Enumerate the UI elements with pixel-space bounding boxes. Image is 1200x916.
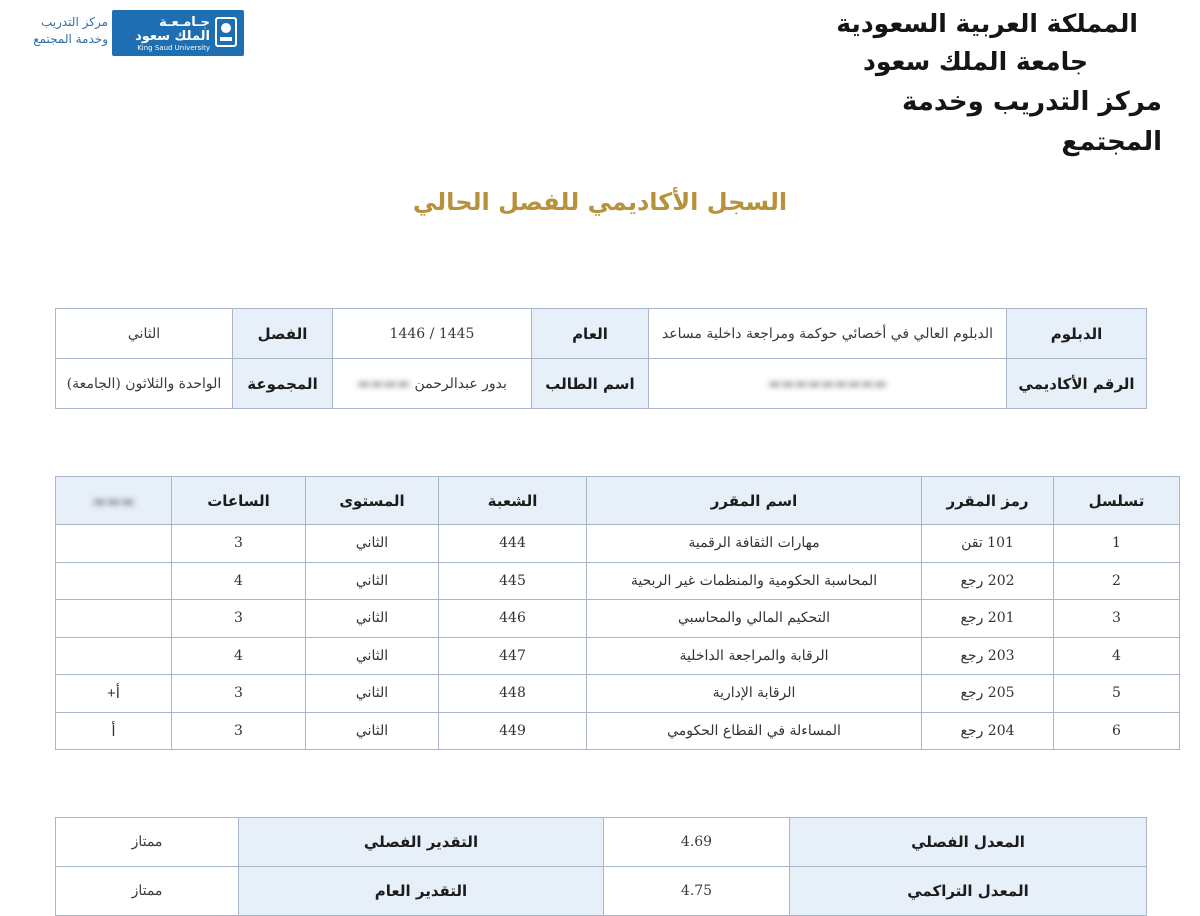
academic-id-label: الرقم الأكاديمي bbox=[1007, 359, 1147, 409]
courses-table bbox=[55, 476, 1180, 750]
student-info-table bbox=[55, 308, 1147, 409]
course-row bbox=[56, 525, 1180, 563]
redacted-name: ▬▬▬▬ bbox=[357, 375, 411, 392]
course-name: الرقابة والمراجعة الداخلية bbox=[587, 637, 922, 675]
course-seq: 6 bbox=[1054, 712, 1180, 750]
semester-grade-value: ممتاز bbox=[56, 818, 239, 867]
col-code-header: رمز المقرر bbox=[922, 477, 1054, 525]
academic-id-value bbox=[649, 359, 1007, 409]
course-seq: 4 bbox=[1054, 637, 1180, 675]
col-name-header: اسم المقرر bbox=[587, 477, 922, 525]
diploma-label: الدبلوم bbox=[1007, 309, 1147, 359]
course-code: 201 رجع bbox=[922, 600, 1054, 638]
course-hours: 3 bbox=[172, 525, 306, 563]
cumulative-gpa-label: المعدل التراكمي bbox=[790, 867, 1147, 916]
gpa-summary-table bbox=[55, 817, 1147, 916]
semester-grade-label: التقدير الفصلي bbox=[239, 818, 604, 867]
course-hours: 3 bbox=[172, 712, 306, 750]
col-level-header: المستوى bbox=[306, 477, 439, 525]
course-section: 445 bbox=[439, 562, 587, 600]
course-hours: 4 bbox=[172, 637, 306, 675]
course-name: مهارات الثقافة الرقمية bbox=[587, 525, 922, 563]
student-name-label: اسم الطالب bbox=[532, 359, 649, 409]
redacted-header: ▬▬▬ bbox=[92, 491, 135, 510]
course-grade bbox=[56, 600, 172, 638]
university-logo bbox=[112, 10, 244, 56]
course-row bbox=[56, 675, 1180, 713]
course-level: الثاني bbox=[306, 525, 439, 563]
course-code: 205 رجع bbox=[922, 675, 1054, 713]
course-section: 444 bbox=[439, 525, 587, 563]
course-seq: 2 bbox=[1054, 562, 1180, 600]
center-logo-line2: وخدمة المجتمع bbox=[33, 32, 108, 46]
course-level: الثاني bbox=[306, 637, 439, 675]
year-label: العام bbox=[532, 309, 649, 359]
year-value: 1445 / 1446 bbox=[333, 309, 532, 359]
group-label: المجموعة bbox=[233, 359, 333, 409]
course-seq: 3 bbox=[1054, 600, 1180, 638]
course-section: 446 bbox=[439, 600, 587, 638]
course-level: الثاني bbox=[306, 600, 439, 638]
course-seq: 5 bbox=[1054, 675, 1180, 713]
course-code: 204 رجع bbox=[922, 712, 1054, 750]
course-row bbox=[56, 600, 1180, 638]
course-code: 203 رجع bbox=[922, 637, 1054, 675]
semester-gpa-value: 4.69 bbox=[604, 818, 790, 867]
diploma-value: الدبلوم العالي في أخصائي حوكمة ومراجعة داخلية مساعد bbox=[649, 309, 1007, 359]
col-hours-header: الساعات bbox=[172, 477, 306, 525]
course-code: 101 تقن bbox=[922, 525, 1054, 563]
col-seq-header: تسلسل bbox=[1054, 477, 1180, 525]
course-row bbox=[56, 712, 1180, 750]
course-row bbox=[56, 637, 1180, 675]
course-grade: أ+ bbox=[56, 675, 172, 713]
overall-grade-label: التقدير العام bbox=[239, 867, 604, 916]
summary-row bbox=[56, 867, 1147, 916]
course-level: الثاني bbox=[306, 712, 439, 750]
course-level: الثاني bbox=[306, 562, 439, 600]
semester-gpa-label: المعدل الفصلي bbox=[790, 818, 1147, 867]
group-value: الواحدة والثلاثون (الجامعة) bbox=[56, 359, 233, 409]
course-grade bbox=[56, 562, 172, 600]
cumulative-gpa-value: 4.75 bbox=[604, 867, 790, 916]
logo-arabic-line1: جـامـعـة bbox=[159, 15, 210, 30]
info-row bbox=[56, 309, 1147, 359]
course-section: 447 bbox=[439, 637, 587, 675]
logo-arabic-line2: الملك سعود bbox=[135, 29, 210, 44]
course-name: الرقابة الإدارية bbox=[587, 675, 922, 713]
course-grade: أ bbox=[56, 712, 172, 750]
university-name: جامعة الملك سعود bbox=[863, 47, 1088, 76]
col-grade-header bbox=[56, 477, 172, 525]
summary-row bbox=[56, 818, 1147, 867]
center-logo-line1: مركز التدريب bbox=[40, 15, 108, 29]
semester-value: الثاني bbox=[56, 309, 233, 359]
country-name: المملكة العربية السعودية bbox=[836, 9, 1138, 38]
institution-header bbox=[802, 6, 1162, 162]
course-level: الثاني bbox=[306, 675, 439, 713]
center-name: مركز التدريب وخدمة المجتمع bbox=[901, 87, 1162, 157]
course-name: التحكيم المالي والمحاسبي bbox=[587, 600, 922, 638]
info-row bbox=[56, 359, 1147, 409]
student-name-value bbox=[333, 359, 532, 409]
course-hours: 3 bbox=[172, 600, 306, 638]
course-seq: 1 bbox=[1054, 525, 1180, 563]
student-name-text: بدور عبدالرحمن bbox=[414, 375, 507, 392]
course-name: المساءلة في القطاع الحكومي bbox=[587, 712, 922, 750]
emblem-icon bbox=[215, 17, 237, 47]
center-logo-text bbox=[18, 14, 108, 48]
col-section-header: الشعبة bbox=[439, 477, 587, 525]
course-hours: 4 bbox=[172, 562, 306, 600]
page-title: السجل الأكاديمي للفصل الحالي bbox=[412, 188, 788, 216]
logo-english: King Saud University bbox=[137, 44, 210, 52]
course-name: المحاسبة الحكومية والمنظمات غير الربحية bbox=[587, 562, 922, 600]
course-grade bbox=[56, 525, 172, 563]
course-code: 202 رجع bbox=[922, 562, 1054, 600]
overall-grade-value: ممتاز bbox=[56, 867, 239, 916]
course-section: 449 bbox=[439, 712, 587, 750]
courses-header-row bbox=[56, 477, 1180, 525]
course-row bbox=[56, 562, 1180, 600]
semester-label: الفصل bbox=[233, 309, 333, 359]
course-hours: 3 bbox=[172, 675, 306, 713]
course-grade bbox=[56, 637, 172, 675]
course-section: 448 bbox=[439, 675, 587, 713]
redaction-mark: ▬▬▬▬▬▬▬▬▬ bbox=[767, 375, 888, 392]
